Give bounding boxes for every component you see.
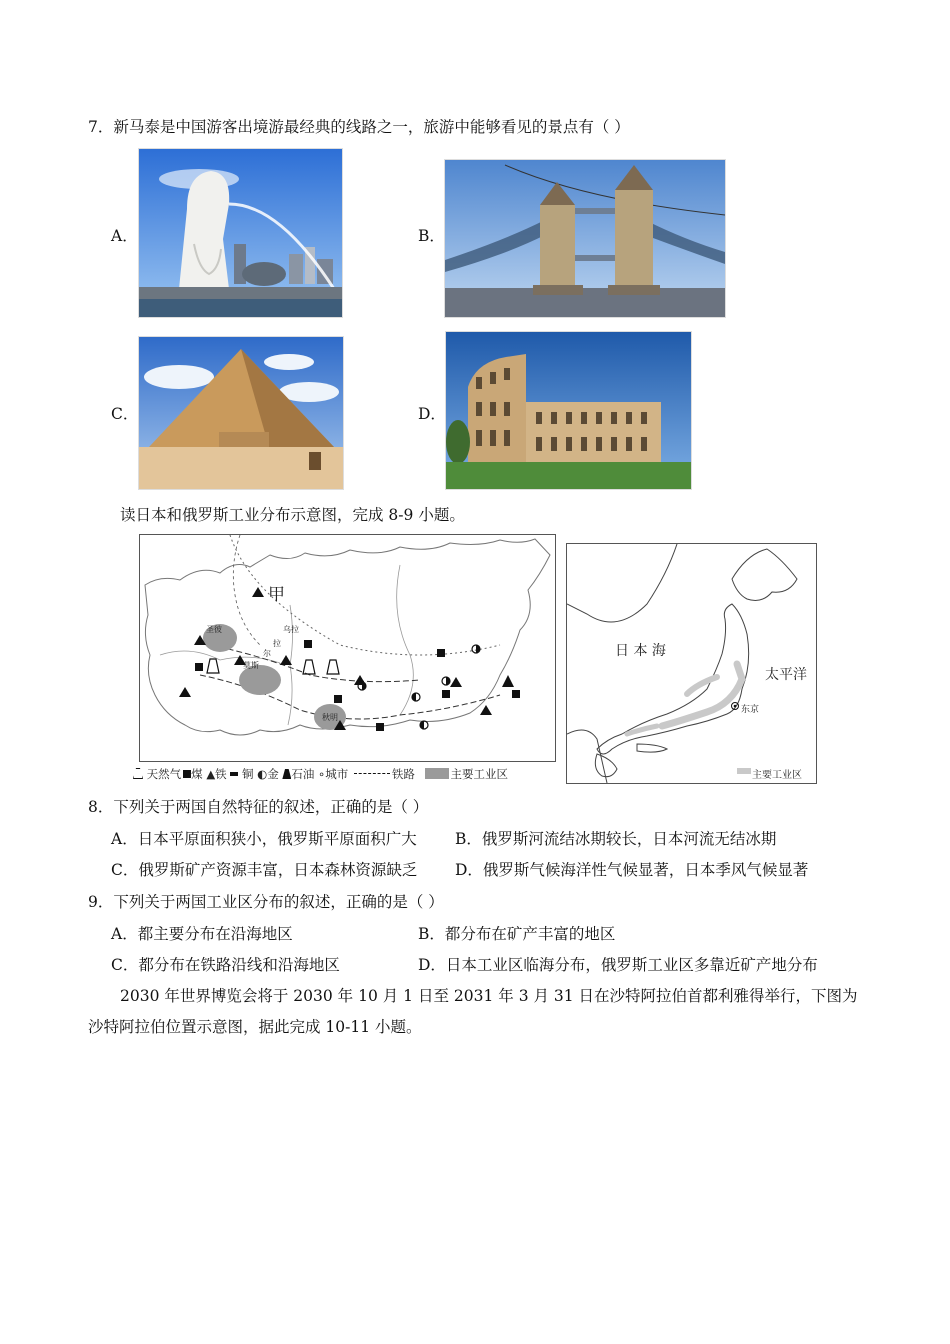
question-7-stem: 7．新马泰是中国游客出境游最经典的线路之一，旅游中能够看见的景点有（ ） [88, 118, 630, 136]
city-legend-label: 城市 [325, 767, 349, 781]
intro-10-11-line2: 沙特阿拉伯位置示意图，据此完成 10-11 小题。 [88, 1018, 422, 1036]
coal-legend-icon [183, 770, 191, 778]
q9-option-c[interactable]: C．都分布在铁路沿线和沿海地区 [111, 956, 340, 974]
iron-legend-label: 铁 [215, 767, 227, 781]
russia-map-city-label: 乌拉 [283, 625, 299, 634]
question-8-stem: 8．下列关于两国自然特征的叙述，正确的是（ ） [88, 798, 429, 816]
q7-option-c-letter: C． [111, 405, 139, 423]
copper-legend-icon [230, 772, 238, 776]
sea-of-japan-label: 日 本 海 [615, 643, 666, 659]
q7-option-d-letter: D． [418, 405, 446, 423]
russia-map-city-label: 秋明 [322, 713, 338, 722]
japan-industrial-belt [662, 664, 742, 726]
russia-industry-map [139, 534, 556, 762]
railway-legend-icon [354, 773, 390, 774]
industrial-legend-icon [425, 768, 449, 779]
city-legend-icon: ∘ [318, 767, 326, 781]
industrial-legend-label: 主要工业区 [450, 767, 509, 781]
intro-8-9: 读日本和俄罗斯工业分布示意图，完成 8-9 小题。 [120, 506, 465, 524]
russia-map-city-label: 拉 [273, 639, 281, 648]
q7-option-a-letter: A． [111, 227, 138, 245]
russia-map-label-jia: 甲 [268, 585, 285, 605]
copper-legend-label: 铜 [241, 767, 254, 781]
gold-legend-icon: ◐ [257, 767, 268, 781]
gold-legend-label: 金 [267, 767, 279, 781]
merlion-photo[interactable] [138, 148, 343, 318]
q9-option-a[interactable]: A．都主要分布在沿海地区 [111, 925, 293, 943]
intro-10-11-line1: 2030 年世界博览会将于 2030 年 10 月 1 日至 2031 年 3 月 31 日在沙特阿拉伯首都利雅得举行，下图为 [120, 987, 858, 1005]
q8-option-d[interactable]: D．俄罗斯气候海洋性气候显著，日本季风气候显著 [455, 861, 809, 879]
japan-legend-label: 主要工业区 [752, 770, 802, 781]
pacific-ocean-label: 太平洋 [765, 667, 807, 683]
colosseum-photo[interactable] [445, 331, 692, 490]
tower-bridge-photo[interactable] [444, 159, 726, 318]
q9-option-d[interactable]: D．日本工业区临海分布，俄罗斯工业区多靠近矿产地分布 [418, 956, 818, 974]
russia-map-legend [133, 766, 508, 782]
q8-option-c[interactable]: C．俄罗斯矿产资源丰富，日本森林资源缺乏 [111, 861, 418, 879]
railway-legend-label: 铁路 [391, 767, 415, 781]
russia-map-city-label: 莫斯 [243, 661, 259, 670]
oil-legend-label: 石油 [291, 767, 315, 781]
q9-option-b[interactable]: B．都分布在矿产丰富的地区 [418, 925, 616, 943]
gas-legend-label: 天然气 [146, 767, 182, 781]
iron-legend-icon: ▲ [206, 767, 216, 781]
q7-option-b-letter: B． [418, 227, 445, 245]
q8-option-a[interactable]: A．日本平原面积狭小，俄罗斯平原面积广大 [111, 830, 417, 848]
q8-option-b[interactable]: B．俄罗斯河流结冰期较长，日本河流无结冰期 [455, 830, 777, 848]
gas-legend-icon [133, 768, 143, 779]
tokyo-label: 东京 [741, 705, 760, 715]
pyramid-photo[interactable] [138, 336, 344, 490]
russia-map-city-label: 圣彼 [206, 625, 222, 634]
coal-legend-label: 煤 [191, 767, 203, 781]
oil-legend-icon [282, 769, 291, 779]
russia-map-city-label: 尔 [263, 649, 271, 658]
question-9-stem: 9．下列关于两国工业区分布的叙述，正确的是（ ） [88, 893, 444, 911]
